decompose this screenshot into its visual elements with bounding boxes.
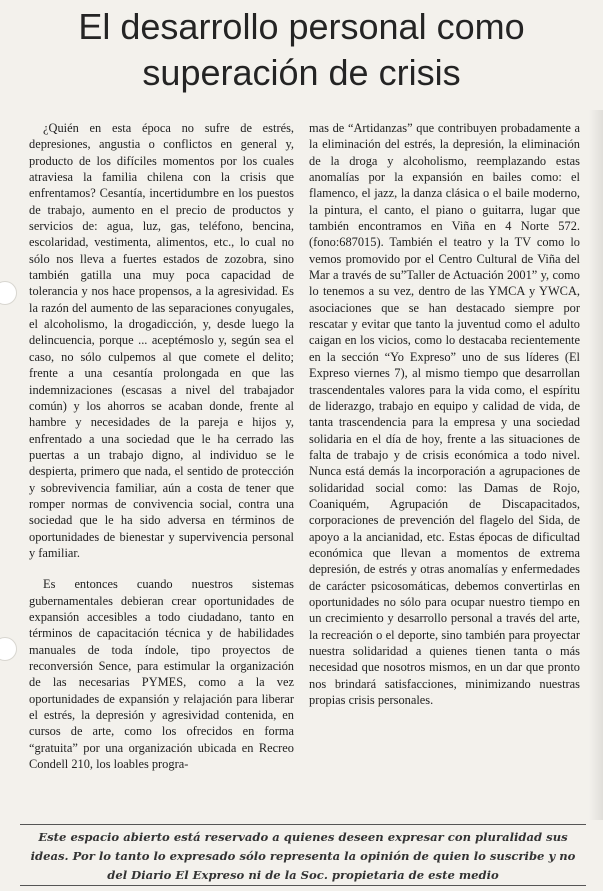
disclaimer-line: ideas. Por lo tanto lo expresado sólo representa la opinión de quien lo suscribe y no [30,849,576,863]
disclaimer-line: del Diario El Expreso ni de la Soc. propietaria de este medio [107,868,499,882]
article-paragraph: Es entonces cuando nuestros sistemas gubernamentales debieran crear oportunidades de expansión accesibles a todo ciudadano, tanto en términos de capacitación técnica y de habilidades manuales de toda índole, tipo proyectos de reconversión Sence, para estimular la organización de las necesarias PYMES, como a la vez oportunidades de expansión y relajación para liberar el estrés, la depresión y agresividad contenida, en cursos de arte, como los ofrecidos en forma “gratuita” por una organización ubicada en Recreo Condell 210, los loables progra- [29,577,294,772]
article-column-right [309,120,580,708]
article-paragraph: ¿Quién en esta época no sufre de estrés, depresiones, angustia o conflictos en general y, producto de los difíciles momentos por los cuales atraviesa la familia chilena con la crisis que enfrentamos? Cesantía, incertidumbre en los puestos de trabajo, aumento en el precio de productos y servicios de: agua, luz, gas, teléfono, bencina, escolaridad, vestimenta, alimentos, etc., lo cual no sólo nos lleva a fuertes estados de zozobra, sino también gatilla una muy poca capacidad de tolerancia y nos hace propensos, a la agresividad. Es la razón del aumento de las separaciones conyugales, el alcoholismo, la drogadicción, y, desde luego la delincuencia, porque ... aceptémoslo y, según sea el caso, no sólo culpemos al que comete el delito; frente a una cesantía prolongada en que las indemnizaciones (escasas a nivel del trabajador común) y los ahorros se acaban donde, frente al hambre y necesidades de la pareja e hijos y, enfrentado a una sociedad que le ha cerrado las puertas a un trabajo digno, al individuo se le despierta, primero que nada, el sentido de protección y sobrevivencia familiar, aún a costa de tener que romper normas de convivencia social, contra una sociedad que le ha sido adversa en términos de oportunidades de bienestar y supervivencia personal y familiar. [29,121,294,560]
article-paragraph: mas de “Artidanzas” que contribuyen probadamente a la eliminación del estrés, la depresión, la eliminación de la droga y alcoholismo, reemplazando estas anomalías por la expansión en bailes como: el flamenco, el jazz, la danza clásica o el baile moderno, la pintura, el canto, el piano o guitarra, lugar que también encontramos en Viña en 4 Norte 572. (fono:687015). También el teatro y la TV como lo vemos promovido por el Centro Cultural de Viña del Mar a través de su”Taller de Actuación 2001” y, como lo tenemos a su vez, dentro de las YMCA y YWCA, asociaciones que se han destacado siempre por rescatar y evitar que tanto la juventud como el adulto caigan en los vicios, como lo destacaba recientemente en la sección “Yo Expreso” uno de sus líderes (El Expreso viernes 7), al mismo tiempo que desarrollan trascendentales valores para la vida como, el espíritu de liderazgo, trabajo en equipo y calidad de vida, de tanta trascendencia para la empresa y una sociedad solidaria en el día de hoy, frente a las situaciones de falta de trabajo y de crisis económica a todo nivel. Nunca está demás la incorporación a agrupaciones de solidaridad social como: las Damas de Rojo, Coaniquém, Agrupación de Discapacitados, corporaciones de prevención del flagelo del Sida, de apoyo a la ancianidad, etc. Estas épocas de dificultad económica que llevan a momentos de extrema depresión, de estrés y otras anomalías y enfermedades de carácter psicosomáticas, debemos convertirlas en oportunidades no sólo para ocupar nuestro tiempo en un crecimiento y desarrollo personal a través del arte, la recreación o el deporte, sino también para proyectar nuestra solidaridad a quienes tienen tanta o más necesidad que nosotros mismos, en un dar que pronto nos brindará satisfacciones, minimizando nuestras propias crisis personales. [309,121,580,708]
article-column-left [29,120,294,772]
binder-hole [0,637,17,661]
article-title-line: El desarrollo personal como [78,6,525,47]
article-title [0,4,603,96]
disclaimer-line: Este espacio abierto está reservado a quienes deseen expresar con pluralidad sus [38,830,568,844]
disclaimer-box [20,824,586,886]
binder-hole [0,281,17,305]
article-title-line: superación de crisis [142,52,461,93]
paper-edge-shadow [589,110,603,820]
